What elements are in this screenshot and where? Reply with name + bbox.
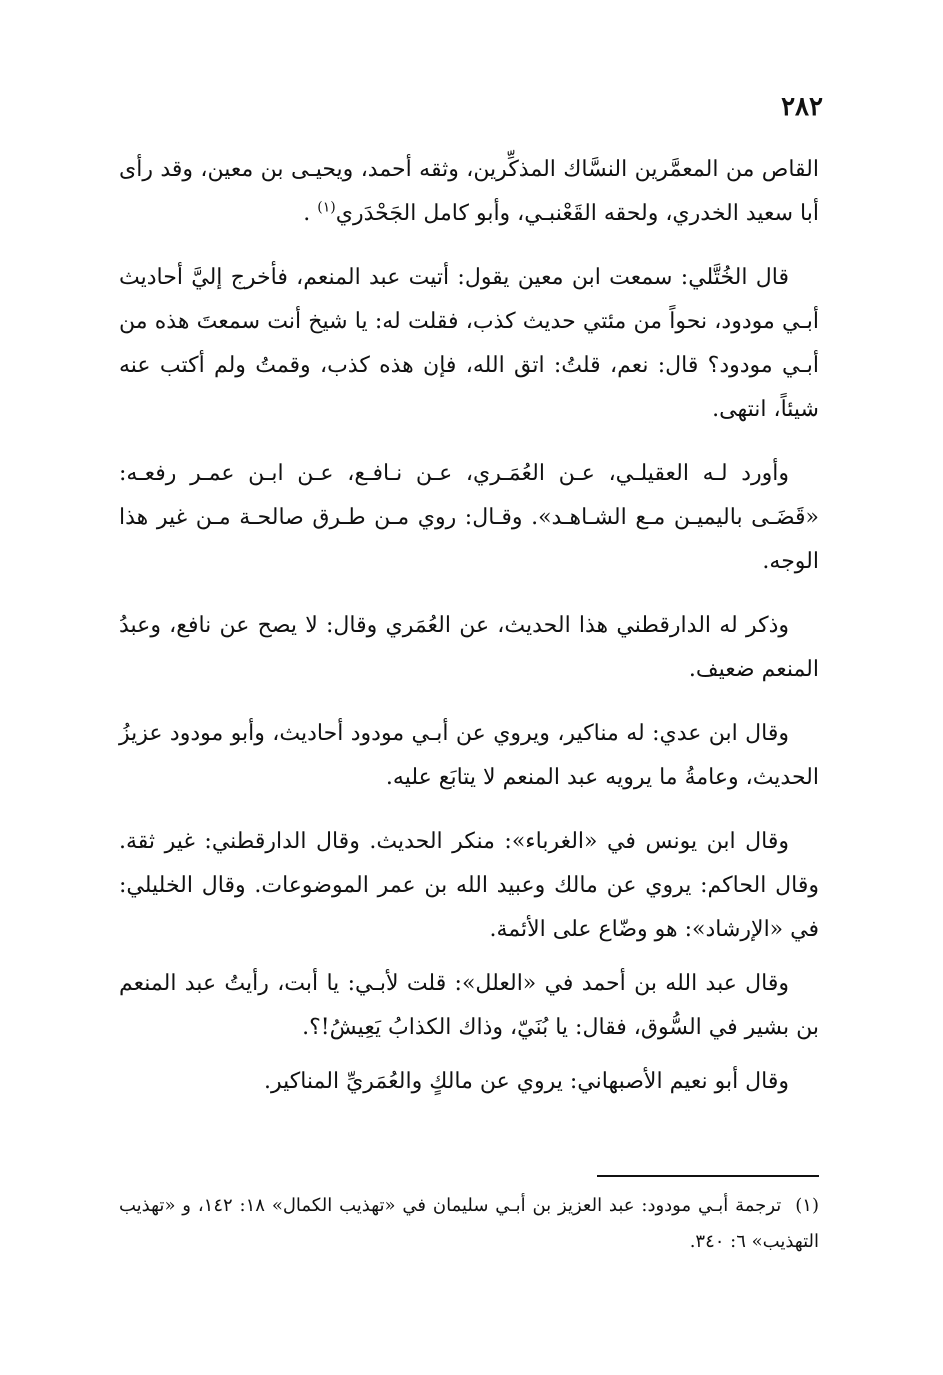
paragraph-tail: . (303, 201, 318, 226)
footnote-number: (١) (795, 1195, 819, 1216)
page-number: ٢٨٢ (781, 92, 823, 122)
paragraph: وقال ابن عدي: له مناكير، ويروي عن أبـي مودود أحاديث، وأبو مودود عزيزُ الحديث، وعامةُ ما يرويه عبد المنعم لا يتابَع عليه. (119, 721, 819, 790)
paragraph-text: القاص من المعمَّرين النسَّاك المذكِّرين، وثقه أحمد، ويحيـى بن معين، وقد رأى أبا سعيد الخدري، ولحقه القَعْنبـي، وأبو كامل الجَحْدَري (119, 157, 819, 226)
paragraph: وأورد لـه العقيلـي، عـن العُمَـري، عـن نـافـع، عـن ابـن عمـر رفعـه: «قَضَـى باليميـن مـع الشـاهـد». وقـال: روي مـن طـرق صالحـة مـن غير هذا الوجه. (119, 461, 819, 574)
footnote-reference: (١) (317, 199, 336, 216)
main-text (119, 148, 819, 1124)
footnote-text: ترجمة أبـي مودود: عبد العزيز بن أبـي سليمان في «تهذيب الكمال» ١٨: ١٤٢، و «تهذيب التهذيب» ٦: ٣٤٠. (119, 1195, 819, 1252)
footnote (119, 1188, 819, 1260)
footnote-divider (597, 1175, 819, 1177)
paragraph (119, 148, 819, 236)
paragraph: وقال ابن يونس في «الغرباء»: منكر الحديث. وقال الدارقطني: غير ثقة. وقال الحاكم: يروي عن مالك وعبيد الله بن عمر الموضوعات. وقال الخليلي: في «الإرشاد»: هو وضّاع على الأئمة. (119, 829, 819, 942)
paragraph: وقال عبد الله بن أحمد في «العلل»: قلت لأبـي: يا أبت، رأيتُ عبد المنعم بن بشير في السُّوق، فقال: يا بُنَيّ، وذاك الكذابُ يَعِيشُ!؟. (119, 971, 819, 1040)
paragraph: قال الخُتَّلي: سمعت ابن معين يقول: أتيت عبد المنعم، فأخرج إليَّ أحاديث أبـي مودود، نحواً من مئتي حديث كذب، فقلت له: يا شيخ أنت سمعتَ هذه من أبـي مودود؟ قال: نعم، قلتُ: اتق الله، فإن هذه كذب، وقمتُ ولم أكتب عنه شيئاً، انتهى. (119, 265, 820, 422)
paragraph: وقال أبو نعيم الأصبهاني: يروي عن مالكٍ والعُمَريِّ المناكير. (263, 1069, 789, 1094)
paragraph: وذكر له الدارقطني هذا الحديث، عن العُمَري وقال: لا يصح عن نافع، وعبدُ المنعم ضعيف. (119, 613, 819, 682)
